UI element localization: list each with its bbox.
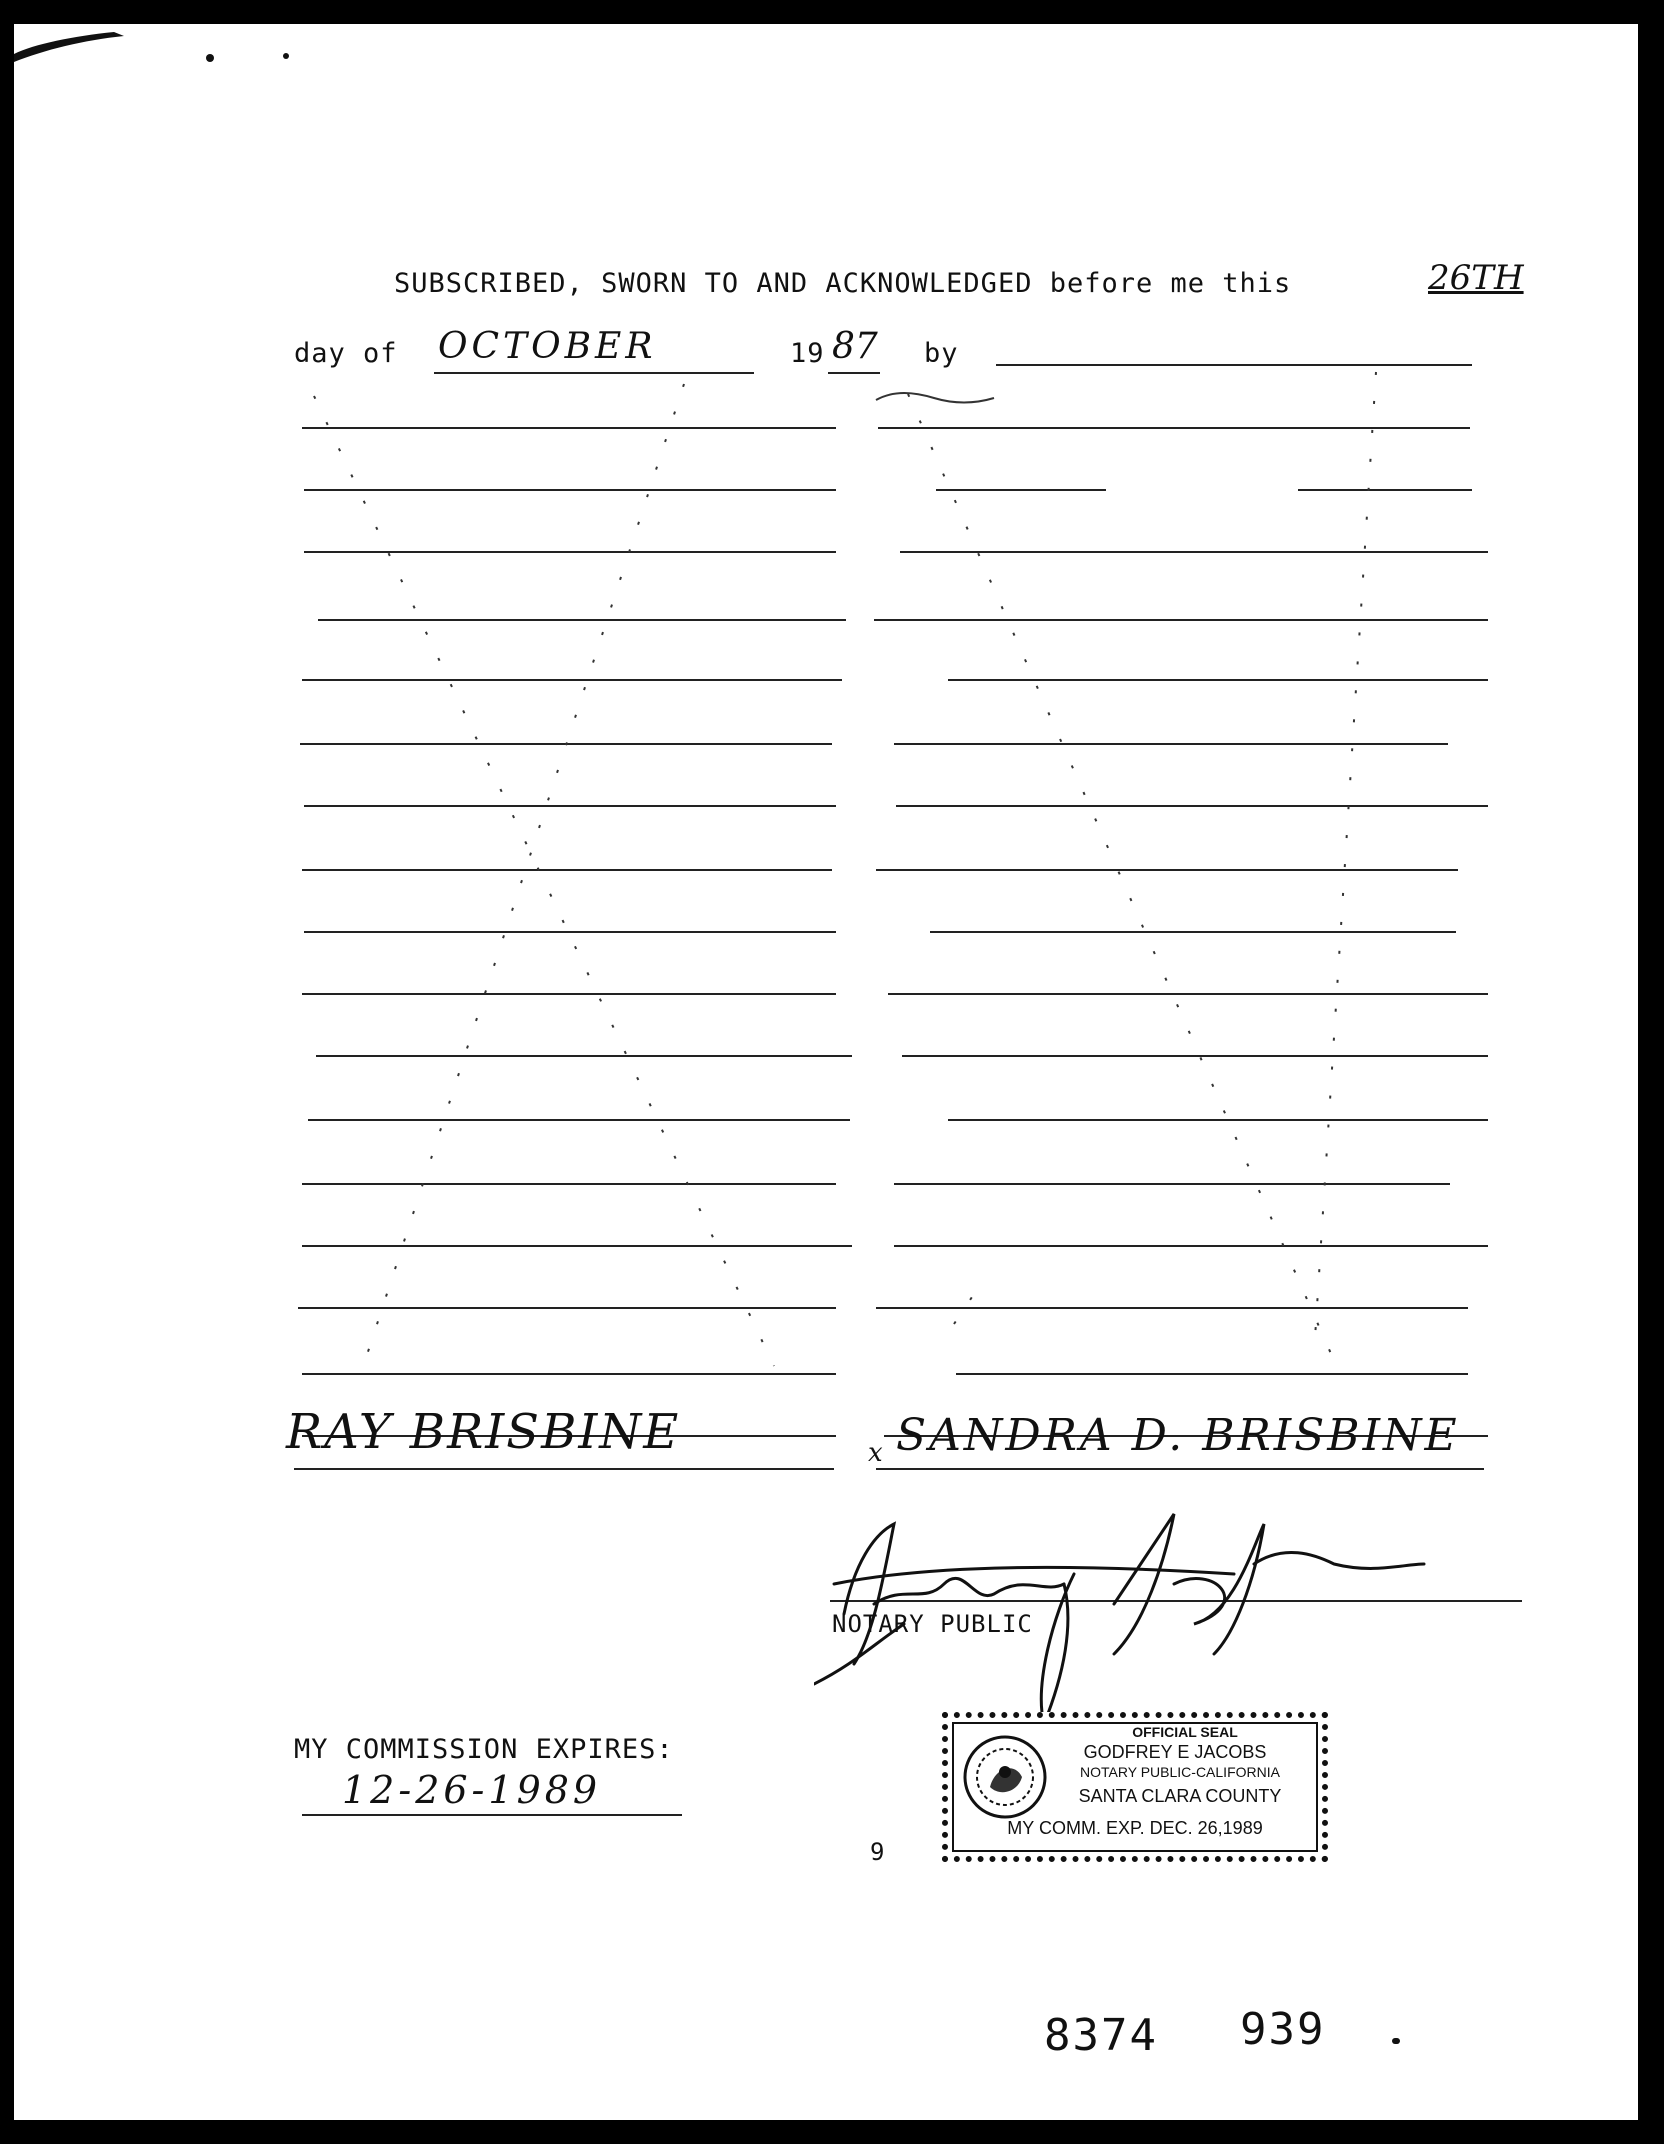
document-number-suffix: 939 <box>1240 2004 1326 2055</box>
document-number: 8374 <box>1044 2010 1158 2061</box>
seal-name: GODFREY E JACOBS <box>1083 1742 1267 1762</box>
commission-label: MY COMMISSION EXPIRES: <box>294 1734 674 1765</box>
notary-public-label: NOTARY PUBLIC <box>832 1610 1033 1638</box>
commission-date: 12-26-1989 <box>342 1768 602 1812</box>
by-label: by <box>924 338 959 369</box>
month-value: OCTOBER <box>438 326 657 367</box>
day-of-label: day of <box>294 338 398 369</box>
left-signature: RAY BRISBINE <box>286 1404 681 1460</box>
seal-county: SANTA CLARA COUNTY <box>1078 1786 1282 1806</box>
right-signature: SANDRA D. BRISBINE <box>896 1410 1460 1461</box>
page-number: 9 <box>870 1838 886 1866</box>
year-value: 87 <box>832 326 878 367</box>
right-signature-mark: x <box>868 1438 883 1468</box>
blank-lines <box>14 24 1638 1544</box>
day-value: 26TH <box>1428 258 1524 298</box>
document-page <box>14 24 1638 2120</box>
trailing-dot <box>1392 2038 1400 2044</box>
seal-expiry: MY COMM. EXP. DEC. 26,1989 <box>1007 1818 1263 1838</box>
official-seal-stamp <box>942 1712 1328 1862</box>
seal-role: NOTARY PUBLIC-CALIFORNIA <box>1080 1764 1280 1780</box>
seal-title: OFFICIAL SEAL <box>1132 1724 1238 1740</box>
year-prefix: 19 <box>790 338 825 369</box>
acknowledgement-text: SUBSCRIBED, SWORN TO AND ACKNOWLEDGED before me this <box>394 268 1292 299</box>
